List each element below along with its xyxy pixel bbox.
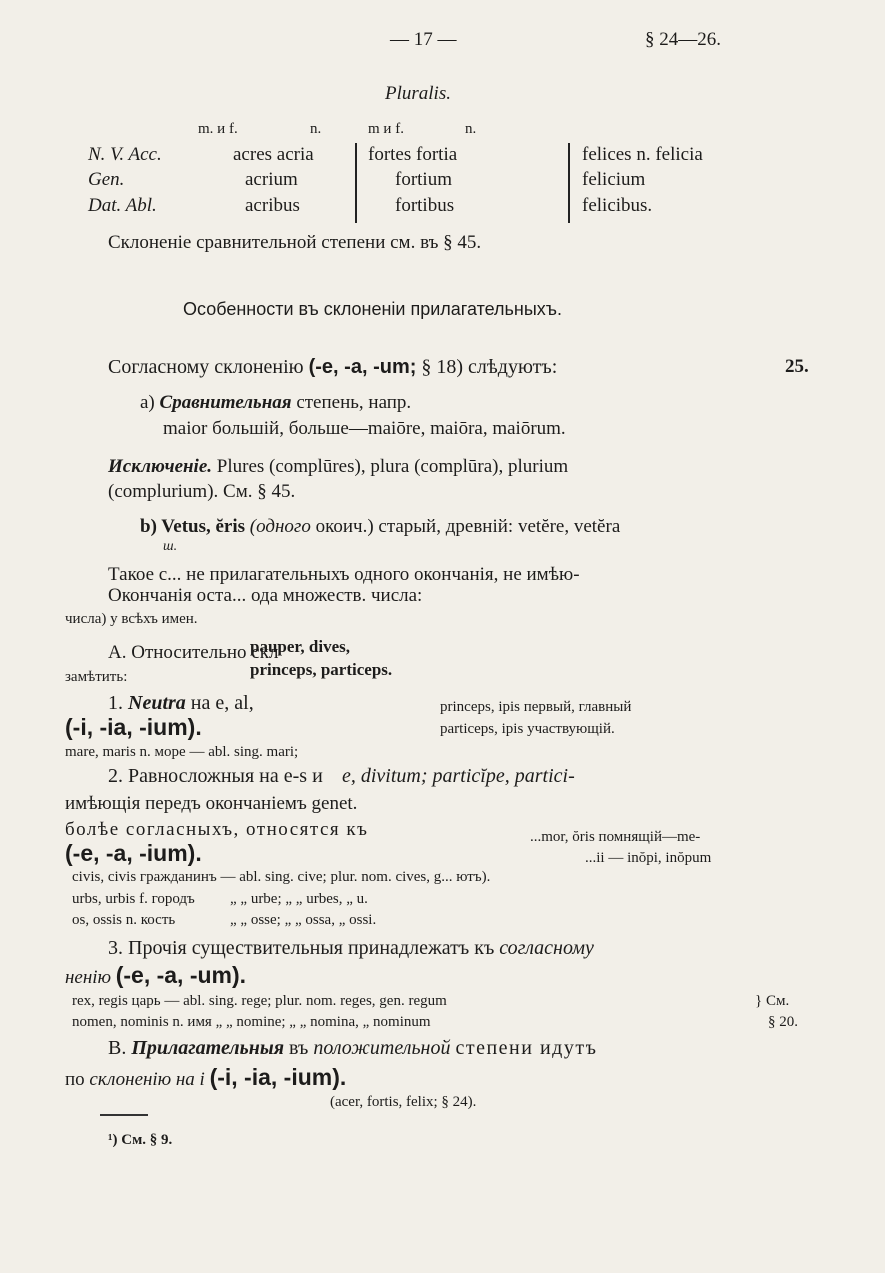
side-example: princeps, ipis первый, главный xyxy=(440,699,632,715)
column-divider xyxy=(568,143,570,223)
comparative-note: Склоненіе сравнительной степени см. въ § 45. xyxy=(108,232,482,253)
item-3: 3. Прочія существительныя принадлежатъ къ согласному xyxy=(108,937,594,959)
section-range: § 24—26. xyxy=(645,29,721,50)
item-1: 1. Neutra на e, al, xyxy=(108,692,254,714)
item-2-cont2: болѣе согласныхъ, относятся къ xyxy=(65,819,369,840)
side-example: ...ii — inŏpi, inŏpum xyxy=(585,850,712,866)
case-label: Gen. xyxy=(88,169,125,190)
item-A: А. Относительно скл xyxy=(108,642,279,663)
item-2-cont: имѣющія передъ окончаніемъ genet. xyxy=(65,793,358,814)
A-side: pauper, dives, xyxy=(250,637,350,656)
gender-header: n. xyxy=(465,121,477,137)
endings: (-e, -a, -ium). xyxy=(65,840,202,866)
acer-form: acres acria xyxy=(233,144,314,165)
fortis-form: fortibus xyxy=(395,195,455,216)
case-label: N. V. Acc. xyxy=(88,144,162,165)
side-example: ...mor, ŏris помнящій—me- xyxy=(530,829,701,845)
item-A-cont: замѣтить: xyxy=(65,669,128,685)
felix-form: felicium xyxy=(582,169,646,190)
item-3-cont: ненію (-e, -a, -um). xyxy=(65,962,247,988)
fortis-form: fortium xyxy=(395,169,452,190)
footnote-divider xyxy=(100,1114,148,1116)
example-urbs-forms: „ „ urbe; „ „ urbes, „ u. xyxy=(230,891,368,907)
footnote: ¹) См. § 9. xyxy=(108,1132,173,1148)
text-line: Такое с... не прилагательныхъ одного окончанія, не имѣю- xyxy=(108,564,580,585)
example-mare: mare, maris n. море — abl. sing. mari; xyxy=(65,744,299,760)
section-title: Особенности въ склоненіи прилагательныхъ. xyxy=(183,299,563,319)
example-rex: rex, regis царь — abl. sing. rege; plur. nom. reges, gen. regum xyxy=(72,993,447,1009)
acer-form: acrium xyxy=(245,169,298,190)
reference: § 20. xyxy=(768,1014,798,1030)
reference: } См. xyxy=(755,993,790,1009)
A-side: princeps, particeps. xyxy=(250,660,393,679)
item-a-example: maior большій, больше—maiōre, maiōra, maiōrum. xyxy=(163,418,566,439)
column-divider xyxy=(355,143,357,223)
item-B: B. Прилагательныя въ положительной степени идутъ xyxy=(108,1037,598,1059)
gender-header: m и f. xyxy=(368,121,404,137)
exception-cont: (complurium). См. § 45. xyxy=(108,481,296,502)
example-urbs: urbs, urbis f. городъ xyxy=(72,891,195,907)
exception: Исключеніе. Plures (complūres), plura (complūra), plurium xyxy=(108,456,569,477)
side-example: particeps, ipis участвующій. xyxy=(440,721,615,737)
acer-form: acribus xyxy=(245,195,300,216)
endings: (-i, -ia, -ium). xyxy=(65,714,202,740)
example-os-forms: „ „ osse; „ „ ossa, „ ossi. xyxy=(230,912,377,928)
felix-form: felices n. felicia xyxy=(582,144,703,165)
gender-header: n. xyxy=(310,121,322,137)
item-a: a) Сравнительная степень, напр. xyxy=(140,392,412,413)
felix-form: felicibus. xyxy=(582,195,653,216)
text-line: Окончанія оста... ода множеств. числа: xyxy=(108,585,423,606)
para-25: Согласному склоненію (-e, -a, -um; § 18) слѣдуютъ: xyxy=(108,356,558,378)
text-line: числа) у всѣхъ имен. xyxy=(65,611,198,627)
item-2-side: e, divitum; particĭpe, partici- xyxy=(342,765,575,787)
B-reference: (acer, fortis, felix; § 24). xyxy=(330,1094,477,1110)
example-nomen: nomen, nominis n. имя „ „ nomine; „ „ nomina, „ nominum xyxy=(72,1014,431,1030)
example-os: os, ossis n. кость xyxy=(72,912,176,928)
paragraph-number: 25. xyxy=(785,356,809,377)
gender-header: m. и f. xyxy=(198,121,238,137)
item-b: b) Vetus, ĕris (одного окоич.) старый, древній: vetĕre, vetĕra xyxy=(140,516,621,537)
fortis-form: fortes fortia xyxy=(368,144,458,165)
item-B-cont: по склоненію на i (-i, -ia, -ium). xyxy=(65,1064,347,1090)
page-number: — 17 — xyxy=(390,29,457,50)
pluralis-title: Pluralis. xyxy=(385,83,451,104)
item-b-cont: ш. xyxy=(163,539,178,554)
item-2: 2. Равносложныя на e-s и xyxy=(108,765,323,787)
case-label: Dat. Abl. xyxy=(88,195,157,216)
example-civis: civis, civis гражданинъ — abl. sing. cive; plur. nom. cives, g... ютъ). xyxy=(72,869,491,885)
